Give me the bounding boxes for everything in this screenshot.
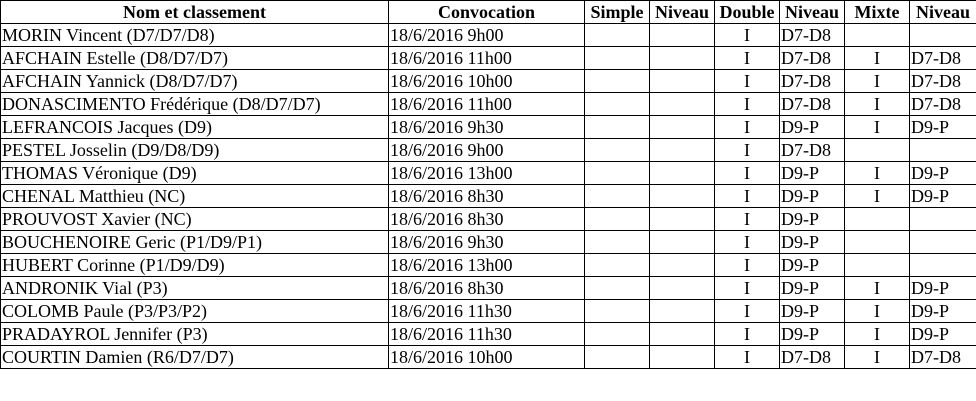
double-level: D9-P xyxy=(780,300,845,323)
table-row xyxy=(1,254,976,277)
mixte-level: D7-D8 xyxy=(910,47,976,70)
double-level: D7-D8 xyxy=(780,346,845,369)
table-row xyxy=(1,93,976,116)
double-entry: I xyxy=(715,162,780,185)
mixte-entry: I xyxy=(845,346,910,369)
simple-level xyxy=(650,70,715,93)
double-level: D9-P xyxy=(780,323,845,346)
mixte-entry xyxy=(845,254,910,277)
mixte-entry: I xyxy=(845,185,910,208)
mixte-entry: I xyxy=(845,70,910,93)
player-name: AFCHAIN Estelle (D8/D7/D7) xyxy=(1,47,389,70)
player-name: COURTIN Damien (R6/D7/D7) xyxy=(1,346,389,369)
simple-level xyxy=(650,47,715,70)
double-entry: I xyxy=(715,116,780,139)
simple-entry xyxy=(585,277,650,300)
simple-level xyxy=(650,277,715,300)
double-entry: I xyxy=(715,254,780,277)
table-row xyxy=(1,277,976,300)
double-entry: I xyxy=(715,300,780,323)
mixte-level xyxy=(910,139,976,162)
mixte-level: D7-D8 xyxy=(910,93,976,116)
double-entry: I xyxy=(715,231,780,254)
table-row xyxy=(1,323,976,346)
simple-level xyxy=(650,254,715,277)
convocation-time: 18/6/2016 9h30 xyxy=(389,116,585,139)
double-level: D7-D8 xyxy=(780,47,845,70)
simple-level xyxy=(650,346,715,369)
convocation-time: 18/6/2016 11h00 xyxy=(389,47,585,70)
convocation-time: 18/6/2016 9h30 xyxy=(389,231,585,254)
player-name: PROUVOST Xavier (NC) xyxy=(1,208,389,231)
table-row xyxy=(1,47,976,70)
double-level: D7-D8 xyxy=(780,70,845,93)
simple-entry xyxy=(585,254,650,277)
simple-level xyxy=(650,231,715,254)
header-simple-niveau: Niveau xyxy=(650,1,715,24)
convocation-time: 18/6/2016 8h30 xyxy=(389,185,585,208)
convocation-time: 18/6/2016 11h30 xyxy=(389,300,585,323)
mixte-level: D9-P xyxy=(910,323,976,346)
mixte-entry xyxy=(845,208,910,231)
player-name: LEFRANCOIS Jacques (D9) xyxy=(1,116,389,139)
table-row xyxy=(1,139,976,162)
double-level: D9-P xyxy=(780,208,845,231)
double-level: D7-D8 xyxy=(780,24,845,47)
player-name: COLOMB Paule (P3/P3/P2) xyxy=(1,300,389,323)
simple-level xyxy=(650,93,715,116)
simple-entry xyxy=(585,162,650,185)
simple-entry xyxy=(585,300,650,323)
mixte-level xyxy=(910,231,976,254)
convocation-time: 18/6/2016 8h30 xyxy=(389,277,585,300)
table-row xyxy=(1,208,976,231)
convocation-time: 18/6/2016 11h30 xyxy=(389,323,585,346)
player-name: DONASCIMENTO Frédérique (D8/D7/D7) xyxy=(1,93,389,116)
mixte-level: D9-P xyxy=(910,185,976,208)
convocation-time: 18/6/2016 13h00 xyxy=(389,162,585,185)
mixte-entry: I xyxy=(845,93,910,116)
table-row xyxy=(1,162,976,185)
double-entry: I xyxy=(715,70,780,93)
simple-level xyxy=(650,208,715,231)
double-entry: I xyxy=(715,323,780,346)
double-level: D9-P xyxy=(780,162,845,185)
simple-level xyxy=(650,139,715,162)
player-name: HUBERT Corinne (P1/D9/D9) xyxy=(1,254,389,277)
simple-entry xyxy=(585,93,650,116)
mixte-entry: I xyxy=(845,47,910,70)
mixte-entry xyxy=(845,139,910,162)
table-row xyxy=(1,231,976,254)
simple-level xyxy=(650,116,715,139)
simple-level xyxy=(650,24,715,47)
double-entry: I xyxy=(715,185,780,208)
mixte-entry xyxy=(845,231,910,254)
mixte-level xyxy=(910,208,976,231)
simple-level xyxy=(650,300,715,323)
header-double: Double xyxy=(715,1,780,24)
simple-level xyxy=(650,323,715,346)
simple-entry xyxy=(585,24,650,47)
player-name: THOMAS Véronique (D9) xyxy=(1,162,389,185)
simple-entry xyxy=(585,231,650,254)
double-entry: I xyxy=(715,93,780,116)
simple-entry xyxy=(585,70,650,93)
table-row xyxy=(1,70,976,93)
double-level: D9-P xyxy=(780,116,845,139)
simple-entry xyxy=(585,323,650,346)
mixte-level xyxy=(910,254,976,277)
simple-level xyxy=(650,185,715,208)
double-level: D7-D8 xyxy=(780,93,845,116)
mixte-level: D7-D8 xyxy=(910,70,976,93)
mixte-level: D9-P xyxy=(910,162,976,185)
mixte-level: D9-P xyxy=(910,300,976,323)
table-row xyxy=(1,346,976,369)
convocation-time: 18/6/2016 13h00 xyxy=(389,254,585,277)
header-double-niveau: Niveau xyxy=(780,1,845,24)
double-entry: I xyxy=(715,346,780,369)
simple-entry xyxy=(585,346,650,369)
mixte-entry: I xyxy=(845,277,910,300)
player-name: PESTEL Josselin (D9/D8/D9) xyxy=(1,139,389,162)
mixte-entry: I xyxy=(845,300,910,323)
player-name: ANDRONIK Vial (P3) xyxy=(1,277,389,300)
player-name: BOUCHENOIRE Geric (P1/D9/P1) xyxy=(1,231,389,254)
header-mixte-niveau: Niveau xyxy=(910,1,976,24)
mixte-entry: I xyxy=(845,323,910,346)
player-name: CHENAL Matthieu (NC) xyxy=(1,185,389,208)
mixte-entry: I xyxy=(845,116,910,139)
convocation-time: 18/6/2016 9h00 xyxy=(389,24,585,47)
mixte-level: D9-P xyxy=(910,116,976,139)
mixte-level xyxy=(910,24,976,47)
mixte-level: D9-P xyxy=(910,277,976,300)
table-row xyxy=(1,116,976,139)
double-entry: I xyxy=(715,24,780,47)
convocation-time: 18/6/2016 10h00 xyxy=(389,346,585,369)
simple-entry xyxy=(585,185,650,208)
convocation-time: 18/6/2016 10h00 xyxy=(389,70,585,93)
mixte-entry: I xyxy=(845,162,910,185)
table-row xyxy=(1,300,976,323)
double-entry: I xyxy=(715,277,780,300)
mixte-entry xyxy=(845,24,910,47)
header-convocation: Convocation xyxy=(389,1,585,24)
header-row xyxy=(1,1,976,24)
convocation-time: 18/6/2016 9h00 xyxy=(389,139,585,162)
mixte-level: D7-D8 xyxy=(910,346,976,369)
convocation-time: 18/6/2016 11h00 xyxy=(389,93,585,116)
double-entry: I xyxy=(715,47,780,70)
simple-entry xyxy=(585,208,650,231)
simple-level xyxy=(650,162,715,185)
player-name: MORIN Vincent (D7/D7/D8) xyxy=(1,24,389,47)
simple-entry xyxy=(585,116,650,139)
simple-entry xyxy=(585,139,650,162)
double-level: D9-P xyxy=(780,254,845,277)
table-row xyxy=(1,185,976,208)
convocation-time: 18/6/2016 8h30 xyxy=(389,208,585,231)
double-level: D9-P xyxy=(780,185,845,208)
double-entry: I xyxy=(715,139,780,162)
double-entry: I xyxy=(715,208,780,231)
header-simple: Simple xyxy=(585,1,650,24)
simple-entry xyxy=(585,47,650,70)
player-name: PRADAYROL Jennifer (P3) xyxy=(1,323,389,346)
table-body xyxy=(1,24,976,369)
double-level: D9-P xyxy=(780,277,845,300)
table-row xyxy=(1,24,976,47)
header-name: Nom et classement xyxy=(1,1,389,24)
double-level: D7-D8 xyxy=(780,139,845,162)
double-level: D9-P xyxy=(780,231,845,254)
header-mixte: Mixte xyxy=(845,1,910,24)
player-name: AFCHAIN Yannick (D8/D7/D7) xyxy=(1,70,389,93)
